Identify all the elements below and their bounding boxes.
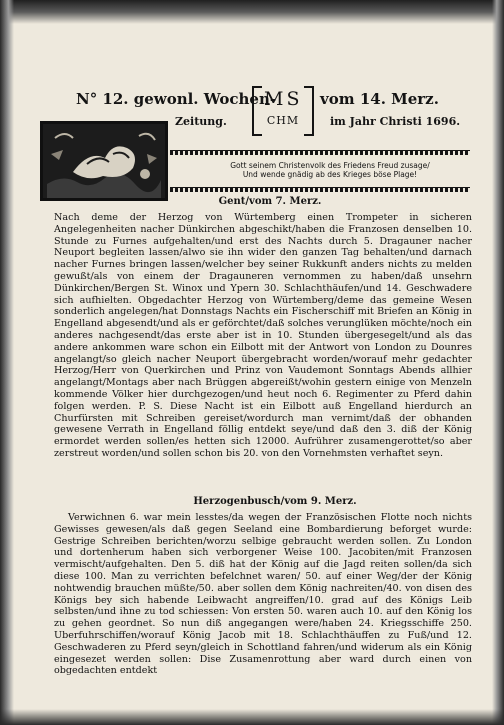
motto-line-1: Gott seinem Christenvolk des Friedens Freud zusage/ <box>230 161 430 170</box>
motto <box>210 161 450 179</box>
stamp-chm: CHM <box>266 114 300 127</box>
rule-upper <box>170 150 470 155</box>
woodcut-illustration <box>40 121 168 201</box>
section-2-dateline: Herzogenbusch/vom 9. Merz. <box>193 496 357 507</box>
motto-line-2: Und wende gnädig ab des Krieges böse Plage! <box>242 170 418 179</box>
section-2-body <box>54 512 472 677</box>
scan-border-right <box>492 0 504 725</box>
scan-border-top <box>0 0 504 24</box>
rule-lower <box>170 187 470 192</box>
masthead-title-left: N° 12. gewonl. Wochen- <box>76 90 277 108</box>
scan-border-bottom <box>0 709 504 725</box>
section-1-dateline: Gent/vom 7. Merz. <box>218 196 322 207</box>
masthead-subtitle <box>175 115 475 131</box>
scan-border-left <box>0 0 14 725</box>
subtitle-right: im Jahr Christi 1696. <box>330 115 461 128</box>
subtitle-left: Zeitung. <box>175 115 227 128</box>
section-2-text: Verwichnen 6. war mein lesstes/da wegen der Französischen Flotte noch nichts Gewisses gewesen/als daß gegen Seeland eine Bombardierung beforget wurde: Gestrige Schreiben berichten/worzu selbige gebraucht werden sollen. Zu London und dortenherum haben sich verborgener Weise 100. Jacobiten/mit Franzosen vermischt/aufgehalten. Den 5. diß hat der König auf die Jagd reiten sollen/da sich diese 100. Man zu verrichten befelchnet waren/ 50. auf einer Weg/der der König nohtwendig brauchen müßte/50. aber sollen dem König nachreiten/40. von disen des Königs bey sich habende Leibwacht angreiffen/10. grad auf des Königs Leib selbsten/und ihne zu tod schiessen: Von ersten 50. waren auch 10. auf den König los zu gehen geordnet. So nun diß angegangen were/haben 24. Kriegsschiffe 250. Uberfuhrschiffen/worauf König Jacob mit 18. Schlachthäuffen zu Fuß/und 12. Geschwaderen zu Pferd seyn/gleich in Schottland fahren/und widerum als ein König eingesezet werden sollen: Dise Zusamenrottung aber ward durch einen von obgedachten entdekt <box>54 512 472 677</box>
stamp-ms: MS <box>264 88 303 110</box>
woodcut-image <box>43 124 165 198</box>
masthead-title-right: vom 14. Merz. <box>320 90 439 108</box>
section-1-text: Nach deme der Herzog von Würtemberg einen Trompeter in sicheren Angelegenheiten nacher Dünkirchen abgeschikt/haben die Franzosen denselben 10. Stunde zu Furnes aufgehalten/und erst des Nachts durch 5. Dragauner nacher Neuport begleiten lassen/alwo sie ihn wider den ganzen Tag behalten/und darnach nacher Furnes bringen lassen/welcher bey seiner Rukkunft anders nichts zu melden gewußt/als von einem der Dragauneren vernommen zu haben/daß unsehrn Dünkirchen/Bergen St. Winox und Ypern 30. Schlachthäufen/und 14. Geschwadere sich aufhielten. Obgedachter Herzog von Würtemberg/deme das gemeine Wesen sonderlich angelegen/hat Donnstags Nachts ein Fischerschiff mit Briefen an König in Engelland abgesendt/und als er geförchtet/daß solches verunglüken möchte/noch ein anderes nachgesendt/das erste aber ist in 10. Stunden übergesegelt/und als das andere ankommen ware schon ein Eilbott mit der Antwort von London zu Dounres angelangt/so gleich nacher Neuport übergebracht worden/worauf mehr gedachter Herzog/Herr von Querkirchen und Prinz von Vaudemont Sonntags Abends allhier angelangt/Montags aber nach Brüggen abgereißt/wohin gestern einige von Menzeln kommende Völker hier durchgezogen/und heut noch 6. Regimenter zu Pferd dahin folgen werden. P. S. Diese Nacht ist ein Eilbott auß Engelland hierdurch an Churfürsten mit Schreiben gereiset/wordurch man vernimt/daß der obhanden gewesene Verrath in Engelland föllig entdekt seye/und daß den 3. diß der König ermordet werden sollen/es hetten sich 12000. Aufrührer zusamengerottet/so aber zerstreut worden/und sollen schon bis 20. von den Vornehmsten verhaftet seyn. <box>54 212 472 459</box>
section-1-body <box>54 212 472 460</box>
